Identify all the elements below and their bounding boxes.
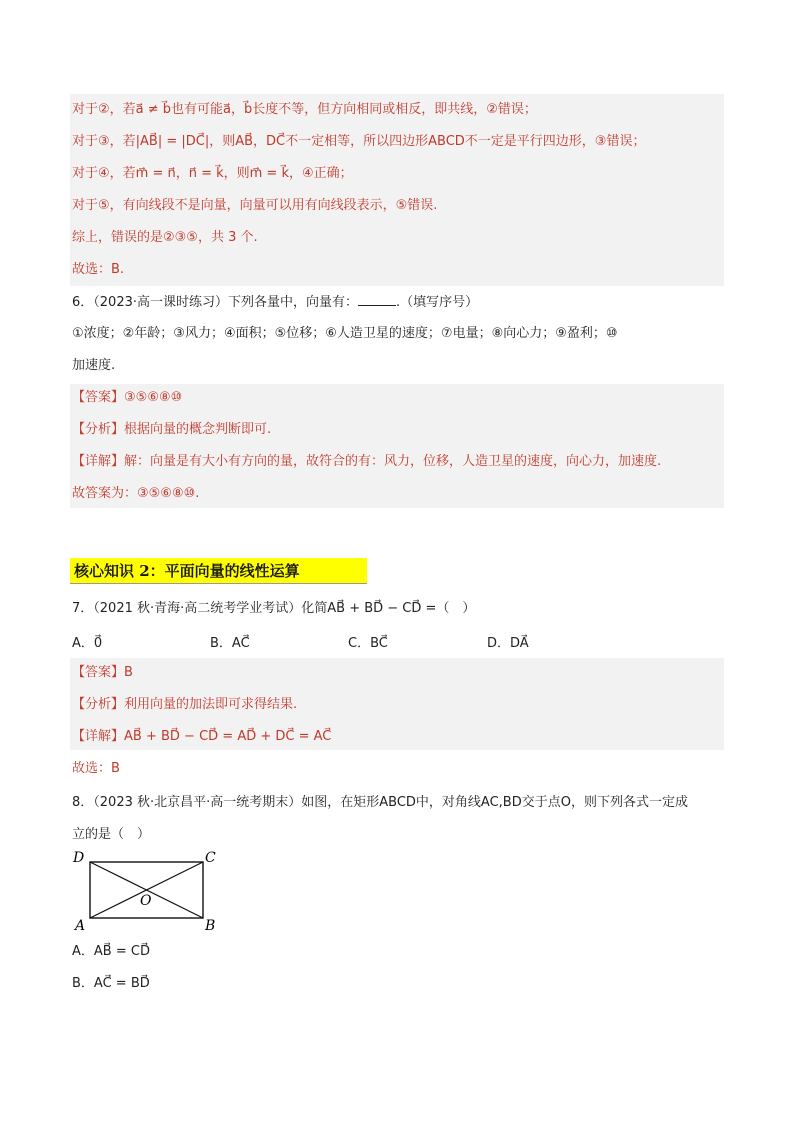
q6-answer-row <box>72 389 182 407</box>
q5-solution-line-4: 对于⑤，有向线段不是向量，向量可以用有向线段表示，⑤错误. <box>72 198 438 213</box>
q6-stem <box>72 293 478 312</box>
label-d: D <box>73 850 85 866</box>
q7-analysis-row <box>72 696 297 714</box>
q7-conclusion: 故选：B <box>72 761 120 776</box>
q5-solution-line-3: 对于④，若m⃗ = n⃗，n⃗ = k⃗，则m⃗ = k⃗，④正确； <box>72 166 353 181</box>
q7-detail-label: 【详解】 <box>72 729 125 744</box>
q6-conclusion: 故答案为：③⑤⑥⑧⑩. <box>72 486 200 501</box>
q6-stem-prefix: 6．（2023·高一课时练习）下列各量中，向量有： <box>72 295 358 310</box>
q6-detail: 解：向量是有大小有方向的量，故符合的有：风力，位移，人造卫星的速度，向心力，加速度. <box>124 454 662 469</box>
q6-answer: ③⑤⑥⑧⑩ <box>124 390 183 405</box>
q6-answer-blank <box>358 293 396 306</box>
q7-stem: 7．（2021 秋·青海·高二统考学业考试）化简AB⃗ + BD⃗ − CD⃗ =（ ） <box>72 601 476 616</box>
q8-option-a: A．AB⃗ = CD⃗ <box>72 944 150 959</box>
q8-stem-line-1: 8．（2023 秋·北京昌平·高一统考期末）如图，在矩形ABCD中，对角线AC,BD交于点O，则下列各式一定成 <box>72 795 688 810</box>
label-b: B <box>205 918 216 934</box>
q7-option-b: B．AC⃗ <box>210 636 250 651</box>
q7-detail: AB⃗ + BD⃗ − CD⃗ = AD⃗ + DC⃗ = AC⃗ <box>124 729 332 744</box>
q8-stem-line-2: 立的是（ ） <box>72 827 151 842</box>
q6-items-line-2: 加速度. <box>72 358 116 373</box>
q6-detail-label: 【详解】 <box>72 454 125 469</box>
q7-analysis: 利用向量的加法即可求得结果. <box>124 697 298 712</box>
q6-analysis-row <box>72 421 271 439</box>
q6-stem-suffix: .（填写序号） <box>396 295 479 310</box>
label-a: A <box>75 918 86 934</box>
q6-items-line-1: ①浓度；②年龄；③风力；④面积；⑤位移；⑥人造卫星的速度；⑦电量；⑧向心力；⑨盈利；⑩ <box>72 326 618 341</box>
label-o: O <box>140 893 152 909</box>
q5-solution-line-6: 故选：B. <box>72 262 125 277</box>
q7-answer-row <box>72 664 133 682</box>
q6-detail-row <box>72 453 661 471</box>
q6-analysis: 根据向量的概念判断即可. <box>124 422 272 437</box>
q5-solution-panel <box>70 94 724 286</box>
rectangle-figure <box>70 846 230 934</box>
q7-option-a: A．0⃗ <box>72 636 103 651</box>
q5-solution-line-1: 对于②，若a⃗ ≠ b⃗也有可能a⃗，b⃗长度不等，但方向相同或相反，即共线，②错误； <box>72 102 537 117</box>
q7-detail-row <box>72 728 331 746</box>
q5-solution-line-2: 对于③，若|AB⃗| = |DC⃗|，则AB⃗，DC⃗不一定相等，所以四边形ABCD不一定是平行四边形，③错误； <box>72 134 646 149</box>
q6-answer-label: 【答案】 <box>72 390 125 405</box>
q5-solution-line-5: 综上，错误的是②③⑤，共 3 个. <box>72 230 258 245</box>
q7-answer: B <box>124 665 133 680</box>
q7-option-c: C．BC⃗ <box>348 636 388 651</box>
q7-option-d: D．DA⃗ <box>487 636 529 651</box>
q8-option-b: B．AC⃗ = BD⃗ <box>72 976 150 991</box>
q6-analysis-label: 【分析】 <box>72 422 125 437</box>
label-c: C <box>205 850 216 866</box>
q7-analysis-label: 【分析】 <box>72 697 125 712</box>
q7-answer-label: 【答案】 <box>72 665 125 680</box>
section-heading: 核心知识 2：平面向量的线性运算 <box>70 558 367 584</box>
